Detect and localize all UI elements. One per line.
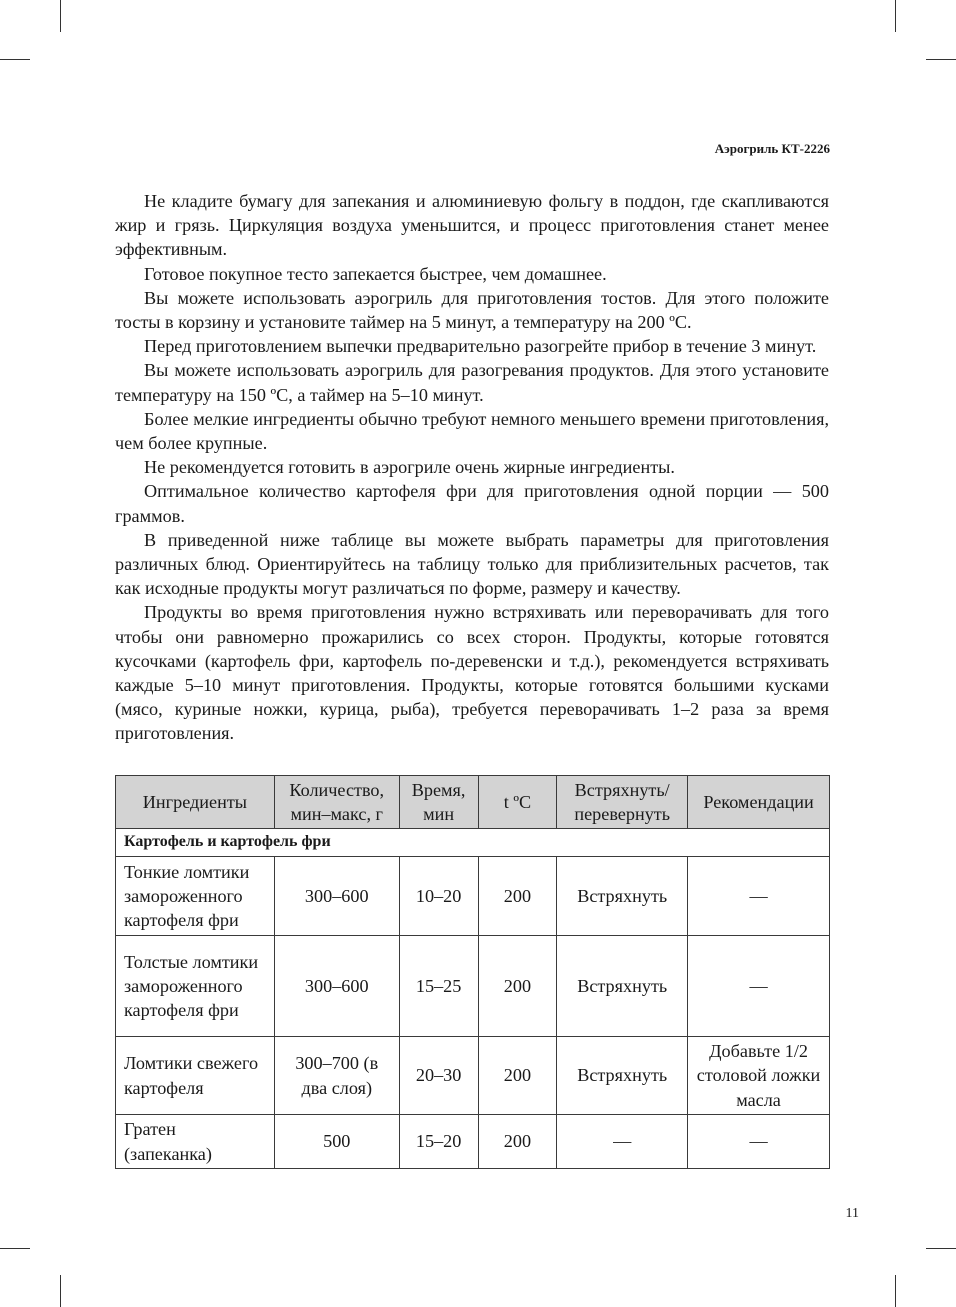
header-ingredients: Ингредиенты [116, 776, 275, 829]
paragraph: Более мелкие ингредиенты обычно требуют немного меньшего времени приготовления, чем более крупные. [115, 408, 829, 454]
cell-shake: Встряхнуть [557, 857, 688, 936]
header-quantity: Количество, мин–макс, г [274, 776, 399, 829]
cell-ingredient: Гратен (запеканка) [116, 1115, 275, 1169]
body-text [115, 189, 829, 746]
table-row [116, 1037, 830, 1115]
cell-temperature: 200 [478, 936, 557, 1037]
cell-shake: Встряхнуть [557, 936, 688, 1037]
cell-quantity: 300–700 (в два слоя) [274, 1037, 399, 1115]
table-row [116, 857, 830, 936]
crop-mark-top-right [895, 0, 896, 32]
crop-mark-left-bottom [0, 1248, 30, 1249]
table-header-row [116, 776, 830, 829]
paragraph: Готовое покупное тесто запекается быстрее, чем домашнее. [144, 263, 607, 284]
table-row [116, 936, 830, 1037]
paragraph: В приведенной ниже таблице вы можете выбрать параметры для приготовления различных блюд. Ориентируйтесь на таблицу только для приблизительных расчетов, так как исходные продукты могут различаться по форме, размеру и качеству. [115, 529, 829, 599]
crop-mark-right-top [926, 59, 956, 60]
cell-temperature: 200 [478, 857, 557, 936]
cell-tips: — [688, 1115, 830, 1169]
cell-tips: — [688, 936, 830, 1037]
cell-shake: — [557, 1115, 688, 1169]
crop-mark-bottom-right [895, 1275, 896, 1307]
page-number: 11 [845, 1206, 859, 1221]
cell-time: 20–30 [399, 1037, 478, 1115]
cell-time: 15–25 [399, 936, 478, 1037]
crop-mark-bottom-left [60, 1275, 61, 1307]
paragraph: Перед приготовлением выпечки предварительно разогрейте прибор в течение 3 минут. [144, 336, 817, 357]
cell-ingredient: Тонкие ломтики замороженного картофеля фри [116, 857, 275, 936]
cell-shake: Встряхнуть [557, 1037, 688, 1115]
section-title: Картофель и картофель фри [116, 829, 830, 857]
crop-mark-left-top [0, 59, 30, 60]
cell-quantity: 300–600 [274, 936, 399, 1037]
cell-temperature: 200 [478, 1115, 557, 1169]
cell-time: 15–20 [399, 1115, 478, 1169]
table-section-row [116, 829, 830, 857]
crop-mark-right-bottom [926, 1248, 956, 1249]
cell-tips: Добавьте 1/2 столовой ложки масла [688, 1037, 830, 1115]
header-temperature: t ºC [478, 776, 557, 829]
cell-ingredient: Толстые ломтики замороженного картофеля фри [116, 936, 275, 1037]
header-tips: Рекомендации [688, 776, 830, 829]
cooking-table [115, 775, 830, 1169]
paragraph: Вы можете использовать аэрогриль для приготовления тостов. Для этого положите тосты в корзину и установите таймер на 5 минут, а температуру на 200 ºС. [115, 287, 829, 333]
paragraph: Не кладите бумагу для запекания и алюминиевую фольгу в поддон, где скапливаются жир и грязь. Циркуляция воздуха уменьшится, и процесс приготовления станет менее эффективным. [115, 191, 829, 260]
paragraph: Оптимальное количество картофеля фри для приготовления одной порции — 500 граммов. [115, 481, 829, 526]
running-header: Аэрогриль КТ-2226 [714, 141, 830, 156]
header-shake: Встряхнуть/ перевернуть [557, 776, 688, 829]
paragraph: Вы можете использовать аэрогриль для разогревания продуктов. Для этого установите температуру на 150 ºС, а таймер на 5–10 минут. [115, 360, 829, 405]
paragraph: Не рекомендуется готовить в аэрогриле очень жирные ингредиенты. [144, 457, 675, 478]
paragraph: Продукты во время приготовления нужно встряхивать или переворачивать для того чтобы они равномерно прожарились со всех сторон. Продукты, которые готовятся кусочками (картофель фри, картофель по-деревенски и т.д.), рекомендуется встряхивать каждые 5–10 минут приготовления. Продукты, которые готовятся большими кусками (мясо, куриные ножки, курица, рыба), требуется переворачивать 1–2 раза за время приготовления. [115, 602, 829, 744]
crop-mark-top-left [60, 0, 61, 32]
header-time: Время, мин [399, 776, 478, 829]
cell-quantity: 300–600 [274, 857, 399, 936]
table-row [116, 1115, 830, 1169]
cell-ingredient: Ломтики свежего картофеля [116, 1037, 275, 1115]
cell-time: 10–20 [399, 857, 478, 936]
cell-quantity: 500 [274, 1115, 399, 1169]
cell-tips: — [688, 857, 830, 936]
cell-temperature: 200 [478, 1037, 557, 1115]
